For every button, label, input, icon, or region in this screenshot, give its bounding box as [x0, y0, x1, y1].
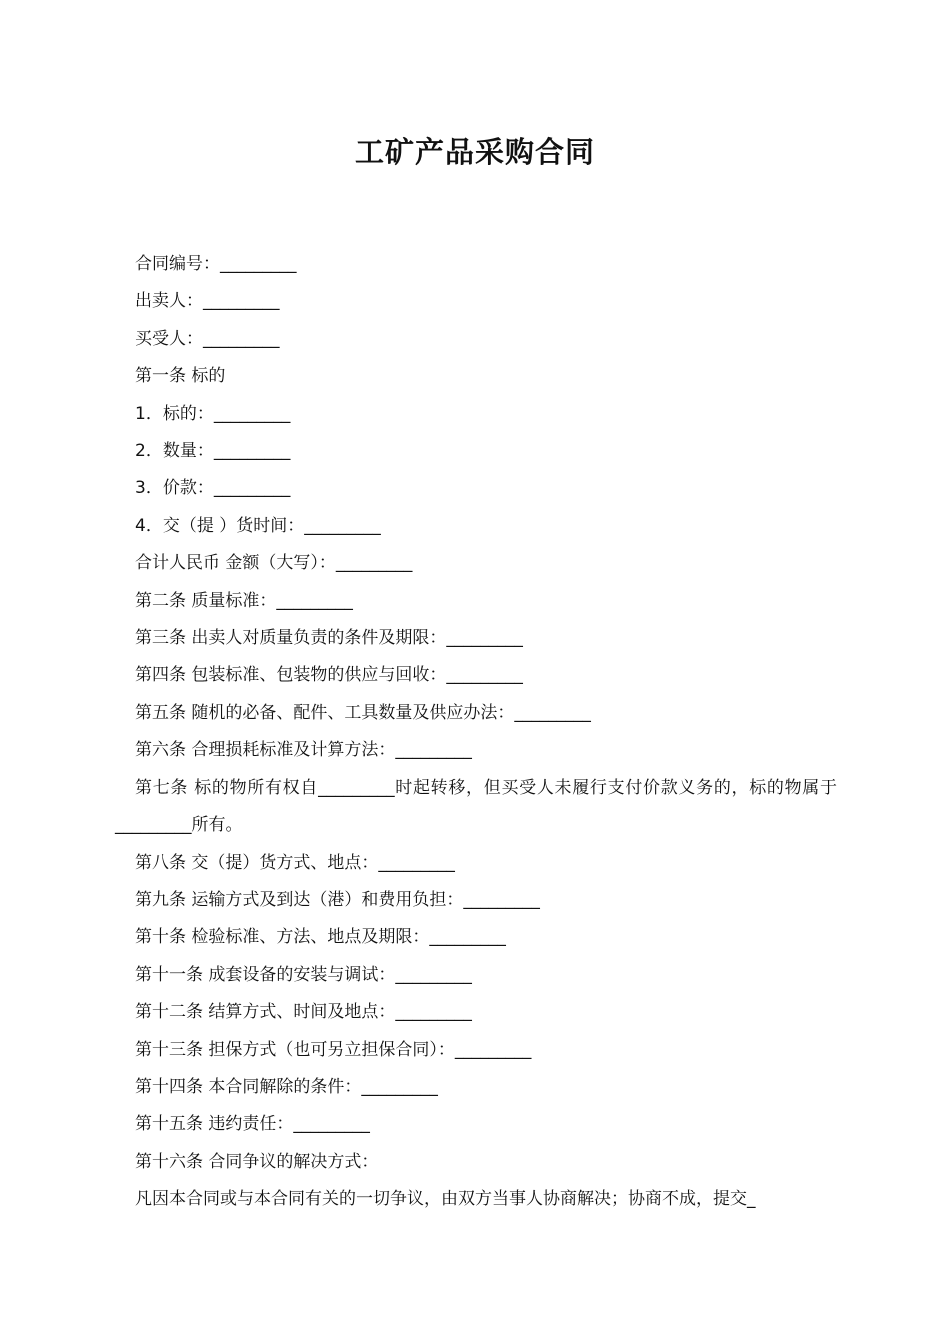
article-1-item-subject: 1．标的：_________ — [135, 403, 291, 424]
article-10-line: 第十条 检验标准、方法、地点及期限：_________ — [135, 927, 506, 948]
total-amount-line: 合计人民币 金额（大写）：_________ — [135, 553, 413, 574]
article-1-heading: 第一条 标的 — [135, 366, 226, 387]
article-1-item-quantity: 2．数量：_________ — [135, 441, 291, 462]
article-5-line: 第五条 随机的必备、配件、工具数量及供应办法：_________ — [135, 702, 591, 723]
article-8-line: 第八条 交（提）货方式、地点：_________ — [135, 852, 455, 873]
article-12-line: 第十二条 结算方式、时间及地点：_________ — [135, 1002, 472, 1023]
document-title: 工矿产品采购合同 — [354, 135, 595, 169]
dispute-resolution-paragraph: 凡因本合同或与本合同有关的一切争议，由双方当事人协商解决；协商不成，提交_ — [135, 1189, 756, 1210]
article-14-line: 第十四条 本合同解除的条件：_________ — [135, 1076, 438, 1097]
article-13-line: 第十三条 担保方式（也可另立担保合同）：_________ — [135, 1039, 532, 1060]
article-11-line: 第十一条 成套设备的安装与调试：_________ — [135, 964, 472, 985]
article-1-item-price: 3．价款：_________ — [135, 478, 291, 499]
article-3-line: 第三条 出卖人对质量负责的条件及期限：_________ — [135, 628, 523, 649]
article-2-line: 第二条 质量标准：_________ — [135, 590, 353, 611]
article-15-line: 第十五条 违约责任：_________ — [135, 1114, 370, 1135]
document-body — [115, 246, 837, 1219]
article-9-line: 第九条 运输方式及到达（港）和费用负担：_________ — [135, 889, 540, 910]
contract-number-line: 合同编号：_________ — [135, 254, 297, 274]
article-16-heading: 第十六条 合同争议的解决方式： — [135, 1151, 379, 1172]
article-4-line: 第四条 包装标准、包装物的供应与回收：_________ — [135, 665, 523, 686]
buyer-line: 买受人：_________ — [135, 328, 280, 349]
article-7-paragraph: 第七条 标的物所有权自_________时起转移，但买受人未履行支付价款义务的，标的物属于_________所有。 — [115, 777, 837, 836]
article-6-line: 第六条 合理损耗标准及计算方法：_________ — [135, 740, 472, 761]
seller-line: 出卖人：_________ — [135, 291, 280, 312]
article-1-item-delivery-time: 4．交（提 ）货时间：_________ — [135, 515, 381, 536]
